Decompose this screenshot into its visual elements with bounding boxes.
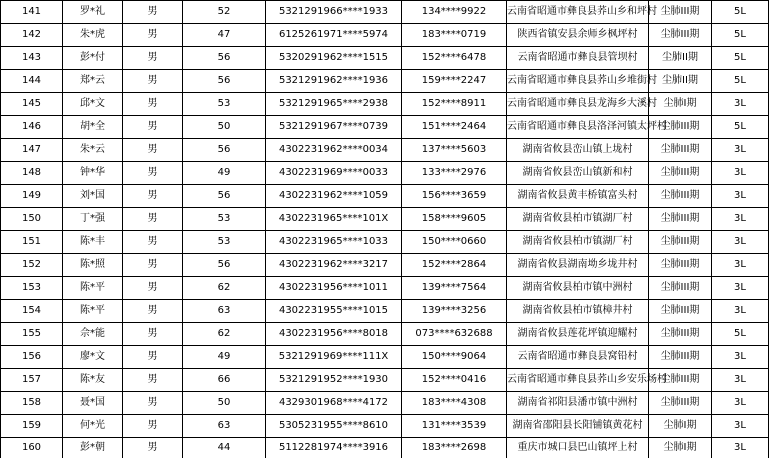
cell-age: 63 bbox=[183, 300, 266, 323]
cell-name: 陈*友 bbox=[63, 369, 123, 392]
cell-sex: 男 bbox=[123, 139, 183, 162]
cell-oxygen: 5L bbox=[712, 24, 769, 47]
cell-id-number: 5321291967****0739 bbox=[266, 116, 402, 139]
cell-address: 湖南省攸县峦山镇新和村 bbox=[507, 162, 649, 185]
cell-stage: 尘肺III期 bbox=[649, 116, 712, 139]
cell-address: 湖南省攸县柏市镇湖厂村 bbox=[507, 208, 649, 231]
cell-id-number: 5321291962****1936 bbox=[266, 70, 402, 93]
cell-address: 湖南省攸县莲花坪镇迎耀村 bbox=[507, 323, 649, 346]
cell-id-number: 4302231962****0034 bbox=[266, 139, 402, 162]
cell-sex: 男 bbox=[123, 70, 183, 93]
cell-phone: 159****2247 bbox=[402, 70, 507, 93]
cell-id-number: 4302231962****1059 bbox=[266, 185, 402, 208]
cell-oxygen: 3L bbox=[712, 185, 769, 208]
table-row bbox=[1, 277, 769, 300]
cell-name: 罗*礼 bbox=[63, 1, 123, 24]
cell-address: 湖南省攸县湖南坳乡垅井村 bbox=[507, 254, 649, 277]
cell-name: 朱*虎 bbox=[63, 24, 123, 47]
cell-phone: 137****5603 bbox=[402, 139, 507, 162]
cell-name: 刘*国 bbox=[63, 185, 123, 208]
cell-sex: 男 bbox=[123, 415, 183, 438]
cell-address: 云南省昭通市彝良县荞山乡堆街村 bbox=[507, 70, 649, 93]
table-row bbox=[1, 300, 769, 323]
table-row bbox=[1, 47, 769, 70]
cell-number: 148 bbox=[1, 162, 63, 185]
cell-stage: 尘肺III期 bbox=[649, 24, 712, 47]
cell-stage: 尘肺III期 bbox=[649, 369, 712, 392]
cell-name: 廖*文 bbox=[63, 346, 123, 369]
cell-age: 47 bbox=[183, 24, 266, 47]
cell-name: 陈*照 bbox=[63, 254, 123, 277]
cell-id-number: 4302231956****1011 bbox=[266, 277, 402, 300]
table-row bbox=[1, 185, 769, 208]
cell-age: 56 bbox=[183, 254, 266, 277]
cell-age: 49 bbox=[183, 162, 266, 185]
cell-id-number: 4302231962****3217 bbox=[266, 254, 402, 277]
cell-id-number: 6125261971****5974 bbox=[266, 24, 402, 47]
cell-oxygen: 3L bbox=[712, 369, 769, 392]
cell-sex: 男 bbox=[123, 300, 183, 323]
cell-age: 63 bbox=[183, 415, 266, 438]
cell-address: 云南省昭通市彝良县龙海乡大溪村 bbox=[507, 93, 649, 116]
cell-age: 56 bbox=[183, 47, 266, 70]
cell-phone: 139****7564 bbox=[402, 277, 507, 300]
cell-number: 142 bbox=[1, 24, 63, 47]
cell-stage: 尘肺III期 bbox=[649, 162, 712, 185]
cell-name: 佘*能 bbox=[63, 323, 123, 346]
cell-stage: 尘肺I期 bbox=[649, 438, 712, 459]
cell-id-number: 5321291965****2938 bbox=[266, 93, 402, 116]
cell-stage: 尘肺III期 bbox=[649, 139, 712, 162]
cell-id-number: 5321291952****1930 bbox=[266, 369, 402, 392]
table-row bbox=[1, 346, 769, 369]
cell-phone: 134****9922 bbox=[402, 1, 507, 24]
cell-number: 157 bbox=[1, 369, 63, 392]
cell-id-number: 4302231965****101X bbox=[266, 208, 402, 231]
cell-oxygen: 3L bbox=[712, 208, 769, 231]
cell-sex: 男 bbox=[123, 208, 183, 231]
cell-sex: 男 bbox=[123, 1, 183, 24]
cell-name: 丁*强 bbox=[63, 208, 123, 231]
cell-sex: 男 bbox=[123, 369, 183, 392]
cell-number: 160 bbox=[1, 438, 63, 459]
cell-phone: 152****2864 bbox=[402, 254, 507, 277]
cell-number: 151 bbox=[1, 231, 63, 254]
table-row bbox=[1, 24, 769, 47]
cell-stage: 尘肺I期 bbox=[649, 415, 712, 438]
cell-stage: 尘肺III期 bbox=[649, 346, 712, 369]
cell-stage: 尘肺III期 bbox=[649, 185, 712, 208]
cell-oxygen: 5L bbox=[712, 47, 769, 70]
cell-address: 云南省昭通市彝良县洛泽河镇太坪村 bbox=[507, 116, 649, 139]
cell-number: 146 bbox=[1, 116, 63, 139]
cell-age: 50 bbox=[183, 116, 266, 139]
cell-address: 云南省昭通市彝良县管坝村 bbox=[507, 47, 649, 70]
cell-phone: 183****0719 bbox=[402, 24, 507, 47]
cell-name: 钟*华 bbox=[63, 162, 123, 185]
cell-oxygen: 5L bbox=[712, 116, 769, 139]
cell-phone: 133****2976 bbox=[402, 162, 507, 185]
table-row bbox=[1, 323, 769, 346]
cell-oxygen: 3L bbox=[712, 139, 769, 162]
cell-number: 143 bbox=[1, 47, 63, 70]
cell-number: 154 bbox=[1, 300, 63, 323]
cell-address: 湖南省攸县黄丰桥镇富头村 bbox=[507, 185, 649, 208]
cell-number: 150 bbox=[1, 208, 63, 231]
table-row bbox=[1, 438, 769, 459]
cell-age: 56 bbox=[183, 185, 266, 208]
cell-oxygen: 3L bbox=[712, 254, 769, 277]
cell-stage: 尘肺II期 bbox=[649, 47, 712, 70]
cell-address: 云南省昭通市彝良县窝铅村 bbox=[507, 346, 649, 369]
table-row bbox=[1, 70, 769, 93]
cell-phone: 131****3539 bbox=[402, 415, 507, 438]
cell-number: 149 bbox=[1, 185, 63, 208]
cell-phone: 156****3659 bbox=[402, 185, 507, 208]
cell-address: 湖南省攸县柏市镇湖厂村 bbox=[507, 231, 649, 254]
cell-oxygen: 3L bbox=[712, 300, 769, 323]
cell-oxygen: 5L bbox=[712, 70, 769, 93]
cell-stage: 尘肺III期 bbox=[649, 323, 712, 346]
cell-sex: 男 bbox=[123, 346, 183, 369]
table-row bbox=[1, 254, 769, 277]
cell-sex: 男 bbox=[123, 323, 183, 346]
cell-age: 52 bbox=[183, 1, 266, 24]
cell-address: 重庆市城口县巴山镇坪上村 bbox=[507, 438, 649, 459]
cell-name: 陈*平 bbox=[63, 300, 123, 323]
cell-name: 聂*国 bbox=[63, 392, 123, 415]
cell-number: 141 bbox=[1, 1, 63, 24]
cell-phone: 151****2464 bbox=[402, 116, 507, 139]
cell-address: 湖南省攸县峦山镇上垅村 bbox=[507, 139, 649, 162]
cell-phone: 150****9064 bbox=[402, 346, 507, 369]
cell-age: 44 bbox=[183, 438, 266, 459]
cell-id-number: 4329301968****4172 bbox=[266, 392, 402, 415]
table-row bbox=[1, 369, 769, 392]
cell-id-number: 5321291966****1933 bbox=[266, 1, 402, 24]
cell-sex: 男 bbox=[123, 277, 183, 300]
table-row bbox=[1, 208, 769, 231]
cell-sex: 男 bbox=[123, 438, 183, 459]
cell-sex: 男 bbox=[123, 93, 183, 116]
cell-id-number: 4302231955****1015 bbox=[266, 300, 402, 323]
cell-sex: 男 bbox=[123, 185, 183, 208]
cell-age: 62 bbox=[183, 277, 266, 300]
cell-age: 56 bbox=[183, 70, 266, 93]
cell-oxygen: 3L bbox=[712, 438, 769, 459]
cell-id-number: 5320291962****1515 bbox=[266, 47, 402, 70]
cell-id-number: 4302231965****1033 bbox=[266, 231, 402, 254]
cell-age: 53 bbox=[183, 231, 266, 254]
cell-age: 50 bbox=[183, 392, 266, 415]
cell-id-number: 5321291969****111X bbox=[266, 346, 402, 369]
cell-number: 158 bbox=[1, 392, 63, 415]
cell-id-number: 5112281974****3916 bbox=[266, 438, 402, 459]
cell-address: 云南省昭通市彝良县荞山乡安乐场村 bbox=[507, 369, 649, 392]
cell-phone: 139****3256 bbox=[402, 300, 507, 323]
cell-sex: 男 bbox=[123, 116, 183, 139]
cell-name: 彭*朝 bbox=[63, 438, 123, 459]
cell-sex: 男 bbox=[123, 162, 183, 185]
cell-stage: 尘肺III期 bbox=[649, 254, 712, 277]
cell-stage: 尘肺III期 bbox=[649, 300, 712, 323]
cell-name: 何*光 bbox=[63, 415, 123, 438]
cell-stage: 尘肺I期 bbox=[649, 93, 712, 116]
cell-number: 155 bbox=[1, 323, 63, 346]
cell-phone: 158****9605 bbox=[402, 208, 507, 231]
cell-stage: 尘肺III期 bbox=[649, 392, 712, 415]
cell-stage: 尘肺II期 bbox=[649, 70, 712, 93]
cell-address: 陕西省镇安县余师乡枫坪村 bbox=[507, 24, 649, 47]
cell-number: 147 bbox=[1, 139, 63, 162]
cell-phone: 152****0416 bbox=[402, 369, 507, 392]
cell-id-number: 5305231955****8610 bbox=[266, 415, 402, 438]
cell-name: 邱*文 bbox=[63, 93, 123, 116]
cell-oxygen: 3L bbox=[712, 415, 769, 438]
cell-address: 湖南省邵阳县长阳铺镇黄花村 bbox=[507, 415, 649, 438]
cell-name: 陈*丰 bbox=[63, 231, 123, 254]
cell-oxygen: 3L bbox=[712, 162, 769, 185]
cell-phone: 152****8911 bbox=[402, 93, 507, 116]
cell-oxygen: 3L bbox=[712, 93, 769, 116]
cell-sex: 男 bbox=[123, 24, 183, 47]
cell-sex: 男 bbox=[123, 254, 183, 277]
cell-number: 144 bbox=[1, 70, 63, 93]
cell-age: 53 bbox=[183, 93, 266, 116]
cell-oxygen: 3L bbox=[712, 346, 769, 369]
cell-address: 湖南省攸县柏市镇樟井村 bbox=[507, 300, 649, 323]
cell-address: 湖南省祁阳县潘市镇中洲村 bbox=[507, 392, 649, 415]
cell-phone: 073****632688 bbox=[402, 323, 507, 346]
cell-name: 胡*全 bbox=[63, 116, 123, 139]
cell-stage: 尘肺III期 bbox=[649, 277, 712, 300]
cell-name: 郑*云 bbox=[63, 70, 123, 93]
table-row bbox=[1, 415, 769, 438]
cell-phone: 183****2698 bbox=[402, 438, 507, 459]
cell-sex: 男 bbox=[123, 47, 183, 70]
table-row bbox=[1, 116, 769, 139]
cell-number: 159 bbox=[1, 415, 63, 438]
cell-oxygen: 3L bbox=[712, 231, 769, 254]
cell-number: 153 bbox=[1, 277, 63, 300]
cell-oxygen: 3L bbox=[712, 392, 769, 415]
table-row bbox=[1, 162, 769, 185]
cell-name: 彭*付 bbox=[63, 47, 123, 70]
cell-number: 152 bbox=[1, 254, 63, 277]
cell-id-number: 4302231969****0033 bbox=[266, 162, 402, 185]
table-row bbox=[1, 392, 769, 415]
cell-name: 朱*云 bbox=[63, 139, 123, 162]
cell-address: 湖南省攸县柏市镇中洲村 bbox=[507, 277, 649, 300]
table-body bbox=[1, 1, 769, 459]
table-row bbox=[1, 93, 769, 116]
cell-name: 陈*平 bbox=[63, 277, 123, 300]
cell-address: 云南省昭通市彝良县荞山乡和坪村 bbox=[507, 1, 649, 24]
table-row bbox=[1, 231, 769, 254]
cell-oxygen: 5L bbox=[712, 1, 769, 24]
cell-number: 156 bbox=[1, 346, 63, 369]
cell-stage: 尘肺III期 bbox=[649, 231, 712, 254]
cell-oxygen: 5L bbox=[712, 323, 769, 346]
cell-number: 145 bbox=[1, 93, 63, 116]
cell-phone: 150****0660 bbox=[402, 231, 507, 254]
cell-age: 53 bbox=[183, 208, 266, 231]
cell-oxygen: 3L bbox=[712, 277, 769, 300]
cell-id-number: 4302231956****8018 bbox=[266, 323, 402, 346]
table-row bbox=[1, 1, 769, 24]
cell-age: 66 bbox=[183, 369, 266, 392]
cell-phone: 152****6478 bbox=[402, 47, 507, 70]
cell-age: 49 bbox=[183, 346, 266, 369]
cell-phone: 183****4308 bbox=[402, 392, 507, 415]
cell-stage: 尘肺III期 bbox=[649, 1, 712, 24]
table-row bbox=[1, 139, 769, 162]
cell-stage: 尘肺III期 bbox=[649, 208, 712, 231]
cell-age: 62 bbox=[183, 323, 266, 346]
cell-age: 56 bbox=[183, 139, 266, 162]
cell-sex: 男 bbox=[123, 392, 183, 415]
cell-sex: 男 bbox=[123, 231, 183, 254]
